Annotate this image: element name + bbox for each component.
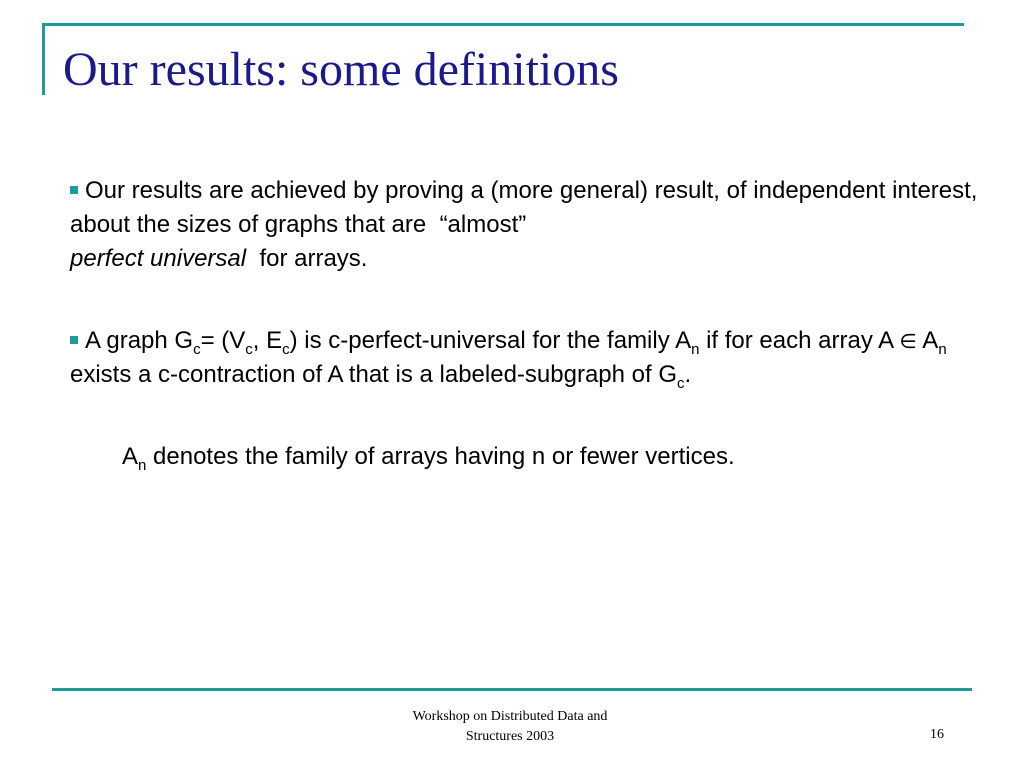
bullet-1-text: Our results are achieved by proving a (more general) result, of independent interest, about the sizes of graphs that are “almost” (70, 177, 978, 238)
definition-note (122, 440, 1024, 474)
bullet-paragraph-2 (70, 324, 1000, 392)
bullet-2-text: A (916, 327, 939, 354)
footer-caption (370, 707, 650, 747)
subscript: n (138, 456, 147, 474)
bullet-2-text: exists a c-contraction of A that is a labeled-subgraph of G (70, 361, 678, 388)
frame-left-line (42, 23, 45, 95)
square-bullet-icon (70, 186, 78, 194)
element-of-symbol: ∈ (899, 329, 917, 353)
bullet-1-emphasis: perfect universal (70, 245, 247, 272)
bullet-2-text: = (V (200, 327, 246, 354)
note-text: denotes the family of arrays having n or fewer vertices. (146, 443, 735, 470)
subscript: c (282, 340, 290, 358)
bullet-2-text: . (684, 361, 692, 388)
footer-line (52, 688, 972, 691)
slide-title: Our results: some definitions (63, 43, 619, 96)
note-text: A (122, 443, 139, 470)
bullet-paragraph-1 (70, 174, 1000, 276)
subscript: c (677, 374, 685, 392)
subscript: n (691, 340, 700, 358)
footer-line-1: Workshop on Distributed Data and (412, 709, 608, 724)
slide-number: 16 (930, 727, 944, 742)
bullet-2-text: if for each array A (699, 327, 900, 354)
frame-top-line (42, 23, 964, 26)
subscript: c (193, 340, 201, 358)
bullet-2-text: A graph G (85, 327, 194, 354)
bullet-2-text: ) is c-perfect-universal for the family A (289, 327, 692, 354)
footer-line-2: Structures 2003 (465, 729, 555, 744)
subscript: c (245, 340, 253, 358)
bullet-1-text-end: for arrays. (259, 245, 368, 272)
bullet-2-text: , E (252, 327, 283, 354)
square-bullet-icon (70, 336, 78, 344)
subscript: n (938, 340, 947, 358)
